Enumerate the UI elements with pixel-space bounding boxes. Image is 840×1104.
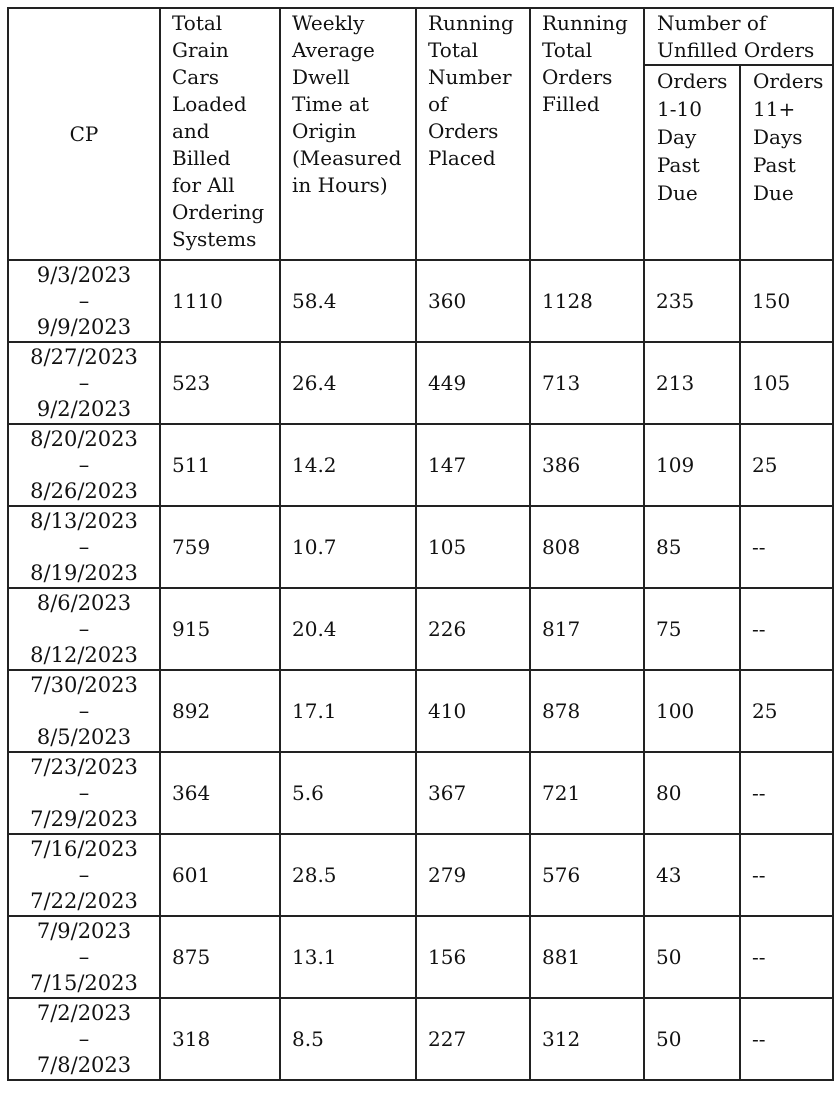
- table-row: [8, 834, 833, 916]
- cell-week-range: [8, 998, 160, 1080]
- table-row: [8, 670, 833, 752]
- grain-car-report-table: [7, 7, 834, 1081]
- cell-orders-placed: 156: [416, 916, 530, 998]
- cell-past-due-1-10: 109: [644, 424, 740, 506]
- cell-dwell: 8.5: [280, 998, 416, 1080]
- week-end: 7/22/2023: [30, 889, 138, 913]
- week-end: 9/9/2023: [36, 315, 132, 339]
- cell-dwell: 13.1: [280, 916, 416, 998]
- cell-week-range: [8, 342, 160, 424]
- week-range-dash: –: [78, 781, 90, 805]
- table-body: [8, 260, 833, 1080]
- cell-past-due-11-plus: --: [740, 588, 833, 670]
- cell-week-range: [8, 670, 160, 752]
- cell-dwell: 10.7: [280, 506, 416, 588]
- cell-orders-filled: 576: [530, 834, 644, 916]
- cell-dwell: 20.4: [280, 588, 416, 670]
- cell-dwell: 5.6: [280, 752, 416, 834]
- header-orders-filled: Running Total Orders Filled: [530, 8, 644, 260]
- table-header: [8, 8, 833, 260]
- week-range-dash: –: [78, 1027, 90, 1051]
- cell-orders-filled: 312: [530, 998, 644, 1080]
- cell-orders-placed: 449: [416, 342, 530, 424]
- week-end: 7/8/2023: [36, 1053, 132, 1077]
- cell-past-due-1-10: 235: [644, 260, 740, 342]
- cell-orders-filled: 713: [530, 342, 644, 424]
- cell-orders-filled: 878: [530, 670, 644, 752]
- week-start: 7/16/2023: [30, 837, 138, 861]
- week-range-dash: –: [78, 699, 90, 723]
- cell-orders-placed: 410: [416, 670, 530, 752]
- cell-past-due-1-10: 100: [644, 670, 740, 752]
- week-start: 8/27/2023: [30, 345, 138, 369]
- cell-orders-filled: 386: [530, 424, 644, 506]
- week-end: 8/12/2023: [30, 643, 138, 667]
- cell-past-due-1-10: 85: [644, 506, 740, 588]
- cell-total-cars: 364: [160, 752, 280, 834]
- cell-orders-filled: 808: [530, 506, 644, 588]
- cell-orders-placed: 226: [416, 588, 530, 670]
- week-range-dash: –: [78, 453, 90, 477]
- cell-past-due-1-10: 43: [644, 834, 740, 916]
- cell-orders-placed: 367: [416, 752, 530, 834]
- table-row: [8, 916, 833, 998]
- cell-past-due-1-10: 50: [644, 998, 740, 1080]
- table-row: [8, 506, 833, 588]
- week-range-dash: –: [78, 863, 90, 887]
- cell-past-due-11-plus: --: [740, 998, 833, 1080]
- header-unfilled-orders: Number of Unfilled Orders: [644, 8, 833, 65]
- cell-past-due-11-plus: 150: [740, 260, 833, 342]
- cell-past-due-1-10: 75: [644, 588, 740, 670]
- table-row: [8, 424, 833, 506]
- week-start: 7/30/2023: [30, 673, 138, 697]
- table-row: [8, 342, 833, 424]
- week-end: 9/2/2023: [36, 397, 132, 421]
- cell-week-range: [8, 834, 160, 916]
- cell-past-due-11-plus: 105: [740, 342, 833, 424]
- week-end: 8/5/2023: [36, 725, 132, 749]
- cell-total-cars: 759: [160, 506, 280, 588]
- cell-past-due-11-plus: --: [740, 916, 833, 998]
- week-range-dash: –: [78, 945, 90, 969]
- table-row: [8, 998, 833, 1080]
- cell-total-cars: 318: [160, 998, 280, 1080]
- week-range-dash: –: [78, 535, 90, 559]
- cell-past-due-1-10: 80: [644, 752, 740, 834]
- week-start: 8/6/2023: [36, 591, 132, 615]
- header-cp: CP: [8, 8, 160, 260]
- header-past-due-1-10: Orders 1-10 Day Past Due: [644, 65, 740, 260]
- cell-past-due-1-10: 213: [644, 342, 740, 424]
- week-end: 7/29/2023: [30, 807, 138, 831]
- cell-week-range: [8, 916, 160, 998]
- cell-week-range: [8, 424, 160, 506]
- cell-total-cars: 915: [160, 588, 280, 670]
- cell-total-cars: 1110: [160, 260, 280, 342]
- cell-past-due-11-plus: --: [740, 834, 833, 916]
- cell-week-range: [8, 752, 160, 834]
- cell-dwell: 26.4: [280, 342, 416, 424]
- week-range-dash: –: [78, 371, 90, 395]
- cell-week-range: [8, 588, 160, 670]
- week-start: 7/9/2023: [36, 919, 132, 943]
- cell-total-cars: 523: [160, 342, 280, 424]
- cell-orders-placed: 360: [416, 260, 530, 342]
- cell-dwell: 28.5: [280, 834, 416, 916]
- cell-dwell: 14.2: [280, 424, 416, 506]
- week-end: 8/19/2023: [30, 561, 138, 585]
- week-end: 7/15/2023: [30, 971, 138, 995]
- week-start: 8/20/2023: [30, 427, 138, 451]
- cell-orders-placed: 105: [416, 506, 530, 588]
- cell-orders-placed: 147: [416, 424, 530, 506]
- week-range-dash: –: [78, 289, 90, 313]
- cell-past-due-1-10: 50: [644, 916, 740, 998]
- cell-orders-placed: 227: [416, 998, 530, 1080]
- table-row: [8, 588, 833, 670]
- cell-dwell: 58.4: [280, 260, 416, 342]
- week-end: 8/26/2023: [30, 479, 138, 503]
- cell-past-due-11-plus: --: [740, 752, 833, 834]
- cell-orders-filled: 721: [530, 752, 644, 834]
- cell-orders-filled: 881: [530, 916, 644, 998]
- cell-past-due-11-plus: 25: [740, 670, 833, 752]
- header-dwell-time: Weekly Average Dwell Time at Origin (Measured in Hours): [280, 8, 416, 260]
- week-start: 7/23/2023: [30, 755, 138, 779]
- cell-week-range: [8, 260, 160, 342]
- table-row: [8, 752, 833, 834]
- cell-total-cars: 892: [160, 670, 280, 752]
- cell-total-cars: 875: [160, 916, 280, 998]
- header-orders-placed: Running Total Number of Orders Placed: [416, 8, 530, 260]
- cell-past-due-11-plus: 25: [740, 424, 833, 506]
- cell-past-due-11-plus: --: [740, 506, 833, 588]
- cell-dwell: 17.1: [280, 670, 416, 752]
- week-range-dash: –: [78, 617, 90, 641]
- cell-orders-filled: 1128: [530, 260, 644, 342]
- table-row: [8, 260, 833, 342]
- header-past-due-11-plus: Orders 11+ Days Past Due: [740, 65, 833, 260]
- header-total-cars: Total Grain Cars Loaded and Billed for All Ordering Systems: [160, 8, 280, 260]
- week-start: 8/13/2023: [30, 509, 138, 533]
- cell-orders-placed: 279: [416, 834, 530, 916]
- cell-week-range: [8, 506, 160, 588]
- week-start: 7/2/2023: [36, 1001, 132, 1025]
- cell-total-cars: 511: [160, 424, 280, 506]
- week-start: 9/3/2023: [36, 263, 132, 287]
- cell-orders-filled: 817: [530, 588, 644, 670]
- cell-total-cars: 601: [160, 834, 280, 916]
